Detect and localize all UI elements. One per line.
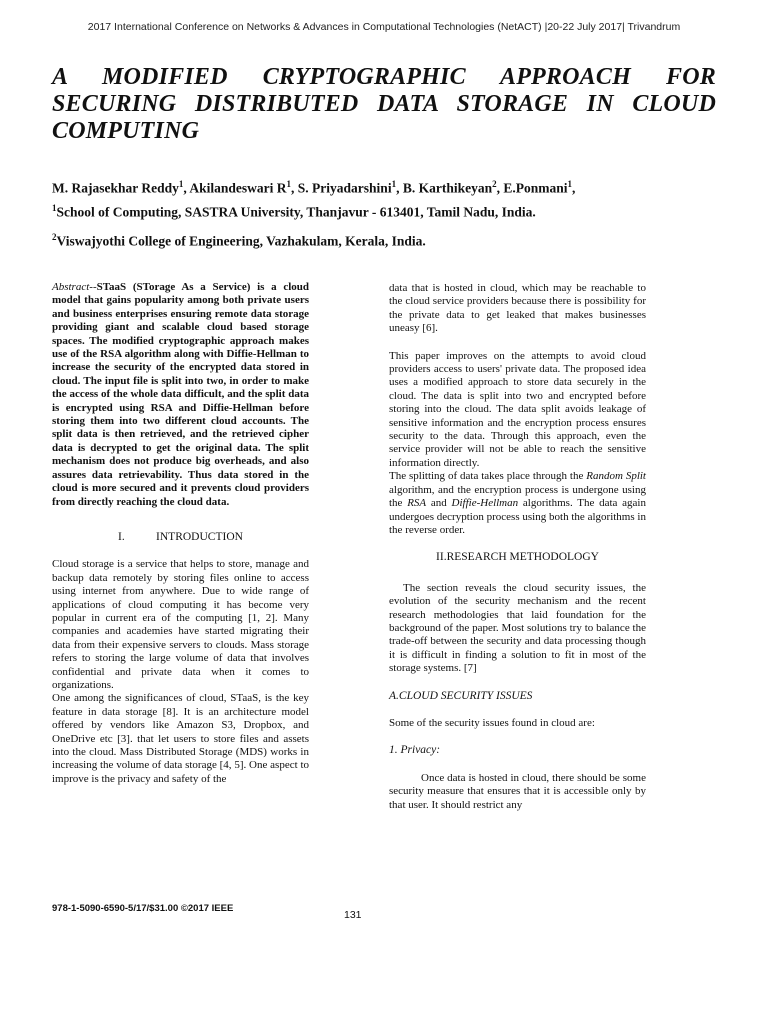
abstract-body: STaaS (STorage As a Service) is a cloud model that gains popularity among both private users and business enterprises ensuring remote data storage providing giant and scalable cloud based storage spaces. The modified cryptographic approach makes use of the RSA algorithm along with Diffie-Hellman to increase the security of the encrypted data stored in cloud. The input file is split into two, in order to make the access of the whole data difficult, and the split data is encrypted using RSA and Diffie-Hellman before storing them into two different cloud accounts. The split data is then retrieved, and the retrieved cipher data is decrypted to get the original data. The split mechanism does not produce big overheads, and also assures data retrievability. Thus data stored in the cloud is more secured and it prevents cloud providers from directly reaching the cloud data. xyxy=(52,281,309,508)
affiliation-mark: 1 xyxy=(52,203,57,213)
title-line: A MODIFIED CRYPTOGRAPHIC APPROACH FOR xyxy=(52,64,716,90)
author-name: M. Rajasekhar Reddy xyxy=(52,180,179,196)
affiliation-mark: 2 xyxy=(52,232,57,242)
body-paragraph: data that is hosted in cloud, which may be reachable to the cloud service providers because there is possibility for the private data to get leaked that makes businesses uneasy [6]. xyxy=(389,282,646,335)
author-affiliation-mark: 1 xyxy=(178,179,184,189)
title-line: SECURING DISTRIBUTED DATA STORAGE IN CLOUD xyxy=(52,91,716,117)
abstract-label: Abstract xyxy=(52,281,90,293)
author-affiliation-mark: 2 xyxy=(492,179,497,189)
text-run: The splitting of data takes place through the xyxy=(389,470,587,483)
algorithm-name: Diffie-Hellman xyxy=(451,497,519,510)
body-paragraph: Once data is hosted in cloud, there should be some security measure that ensures that it is accessible only by that user. It should restrict any xyxy=(389,771,646,811)
left-column xyxy=(52,281,309,786)
author-name: E.Ponmani xyxy=(503,180,568,196)
affiliation-text: Viswajyothi College of Engineering, Vazhakulam, Kerala, India. xyxy=(56,233,426,249)
isbn-footer: 978-1-5090-6590-5/17/$31.00 ©2017 IEEE xyxy=(52,903,234,914)
author-name: B. Karthikeyan xyxy=(402,180,493,196)
body-paragraph: The section reveals the cloud security issues, the evolution of the security mechanism and the recent research methodologies that laid foundation for the background of the paper. Most solutions try to balance the trade-off between the security and data processing though it is difficult in finding a solution to fit in most of the storage systems. [7] xyxy=(389,581,646,675)
affiliation xyxy=(52,232,716,250)
section-heading-research-methodology: II.RESEARCH METHODOLOGY xyxy=(436,551,599,564)
body-paragraph: One among the significances of cloud, STaaS, is the key feature in data storage [8]. It is an architecture model offered by vendors like Amazon S3, Dropbox, and OneDrive etc [3]. that let users to store files and assets into the cloud. Mass Distributed Storage (MDS) works in increasing the volume of data storage [4, 5]. One aspect to improve is the privacy and safety of the xyxy=(52,692,309,785)
subsubsection-heading: 1. Privacy: xyxy=(389,744,441,757)
section-number: I. xyxy=(118,530,125,543)
subsection-heading: A.CLOUD SECURITY ISSUES xyxy=(389,689,533,702)
author-name: S. Priyadarshini xyxy=(297,180,392,196)
author-name: Akilandeswari R xyxy=(189,180,287,196)
author-affiliation-mark: 1 xyxy=(567,179,572,189)
body-paragraph: Some of the security issues found in cloud are: xyxy=(389,716,595,729)
algorithm-name: RSA xyxy=(407,497,427,510)
text-run: algorithms. The data again undergoes decryption process using both the algorithms in the reverse order. xyxy=(389,497,646,536)
text-run: algorithm, and the encryption process is undergone using the xyxy=(389,483,646,510)
affiliation xyxy=(52,203,716,221)
right-column xyxy=(389,282,646,812)
paper-title xyxy=(52,64,716,145)
author-affiliation-mark: 1 xyxy=(286,179,292,189)
body-paragraph: Cloud storage is a service that helps to store, manage and backup data remotely by storing files online to access using internet from anywhere. Due to wide range of applications of cloud computing it has become very popular in current era of the computing [1, 2]. Many companies and academies have started migrating their data from their expensive servers to clouds. Mass storage refers to storing the large volume of data that involves confidential and private data when it comes to organizations. xyxy=(52,558,309,691)
body-paragraph xyxy=(389,470,646,537)
abstract-dash: -- xyxy=(89,281,97,293)
text-run: and xyxy=(426,497,452,510)
conference-header: 2017 International Conference on Networks & Advances in Computational Technologies (NetACT) |20-22 July 2017| Trivandrum xyxy=(87,21,681,33)
abstract xyxy=(52,281,309,509)
section-title: INTRODUCTION xyxy=(156,530,243,543)
page-number: 131 xyxy=(344,909,362,921)
body-paragraph: This paper improves on the attempts to avoid cloud providers access to users' private data. The proposed idea uses a modified approach to store data securely in the cloud. The data is split into two and encrypted before storing into the cloud. The data split avoids leakage of sensitive information and the encryption process ensures security to the data. Through this approach, even the service provider will not be able to reach the sensitive information directly. xyxy=(389,349,646,469)
affiliation-text: School of Computing, SASTRA University, Thanjavur - 613401, Tamil Nadu, India. xyxy=(56,204,536,220)
author-affiliation-mark: 1 xyxy=(391,179,397,189)
author-list: M. Rajasekhar Reddy$^1$, Akilandeswari $R^1$, S. Priyadarshini$^1$, B. Karthikeyan$^2$, E.Ponmani$^1$, xyxy=(52,179,576,196)
algorithm-name: Random Split xyxy=(586,470,646,483)
title-line: COMPUTING xyxy=(52,118,200,144)
section-heading-introduction xyxy=(52,531,309,544)
